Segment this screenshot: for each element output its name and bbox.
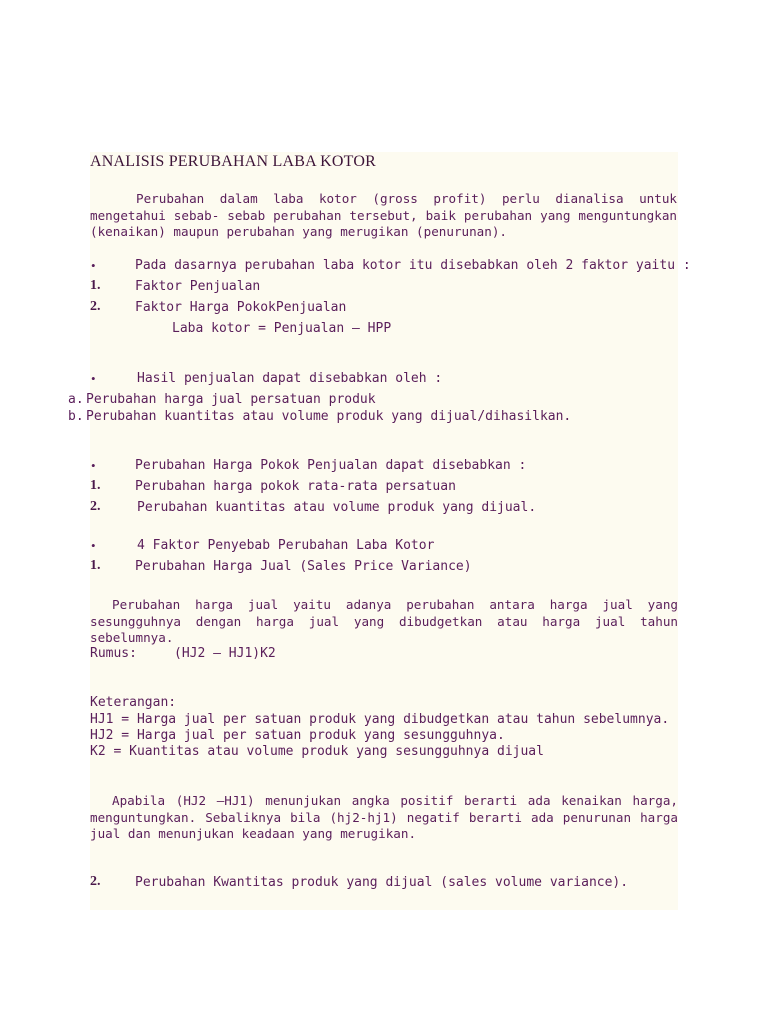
- sec4-item2-number: 2.: [90, 874, 101, 889]
- apabila-paragraph: [90, 793, 678, 843]
- sec1-heading: Pada dasarnya perubahan laba kotor itu disebabkan oleh 2 faktor yaitu :: [135, 258, 691, 273]
- sec3-heading: Perubahan Harga Pokok Penjualan dapat disebabkan :: [135, 458, 527, 473]
- price-variance-paragraph: [90, 597, 678, 647]
- sec4-bullet: •: [91, 538, 96, 553]
- sec1-item2-number: 2.: [90, 299, 101, 314]
- sec1-formula: Laba kotor = Penjualan – HPP: [172, 321, 392, 336]
- sec1-item1-number: 1.: [90, 278, 101, 293]
- sec1-item1-text: Faktor Penjualan: [135, 279, 261, 294]
- keterangan-hj1: HJ1 = Harga jual per satuan produk yang dibudgetkan atau tahun sebelumnya.: [90, 712, 670, 727]
- page-title: ANALISIS PERUBAHAN LABA KOTOR: [90, 153, 376, 170]
- sec3-item1-text: Perubahan harga pokok rata-rata persatuan: [135, 479, 456, 494]
- sec1-bullet: •: [91, 258, 96, 273]
- sec3-item1-number: 1.: [90, 478, 101, 493]
- sec2-bullet: •: [91, 371, 96, 386]
- sec3-item2-text: Perubahan kuantitas atau volume produk yang dijual.: [137, 500, 537, 515]
- price-variance-text: Perubahan harga jual yaitu adanya perubahan antara harga jual yang sesungguhnya dengan harga jual yang dibudgetkan atau harga jual tahun sebelumnya.: [90, 597, 678, 645]
- keterangan-k2: K2 = Kuantitas atau volume produk yang sesungguhnya dijual: [90, 744, 544, 759]
- sec3-item2-number: 2.: [90, 499, 101, 514]
- sec4-item1-number: 1.: [90, 558, 101, 573]
- sec2-item-a-label: a.: [68, 392, 84, 407]
- rumus-label: Rumus:: [90, 646, 137, 661]
- sec3-bullet: •: [91, 458, 96, 473]
- sec4-heading: 4 Faktor Penyebab Perubahan Laba Kotor: [137, 538, 435, 553]
- sec2-item-b-text: Perubahan kuantitas atau volume produk yang dijual/dihasilkan.: [86, 409, 572, 424]
- sec2-heading: Hasil penjualan dapat disebabkan oleh :: [137, 371, 443, 386]
- intro-text: Perubahan dalam laba kotor (gross profit) perlu dianalisa untuk mengetahui sebab- sebab perubahan tersebut, baik perubahan yang menguntungkan (kenaikan) maupun perubahan yang merugikan (penurunan).: [90, 191, 677, 239]
- sec2-item-a-text: Perubahan harga jual persatuan produk: [86, 392, 376, 407]
- sec1-item2-text: Faktor Harga PokokPenjualan: [135, 300, 347, 315]
- intro-paragraph: [90, 191, 677, 241]
- sec2-item-b-label: b.: [68, 409, 84, 424]
- keterangan-title: Keterangan:: [90, 695, 177, 710]
- rumus-formula: (HJ2 – HJ1)K2: [174, 646, 276, 661]
- keterangan-hj2: HJ2 = Harga jual per satuan produk yang sesungguhnya.: [90, 728, 505, 743]
- apabila-text: Apabila (HJ2 –HJ1) menunjukan angka positif berarti ada kenaikan harga, menguntungkan. Sebaliknya bila (hj2-hj1) negatif berarti ada penurunan harga jual dan menunjukan keadaan yang merugikan.: [90, 793, 678, 841]
- sec4-item1-text: Perubahan Harga Jual (Sales Price Variance): [135, 559, 472, 574]
- sec4-item2-text: Perubahan Kwantitas produk yang dijual (sales volume variance).: [135, 875, 629, 890]
